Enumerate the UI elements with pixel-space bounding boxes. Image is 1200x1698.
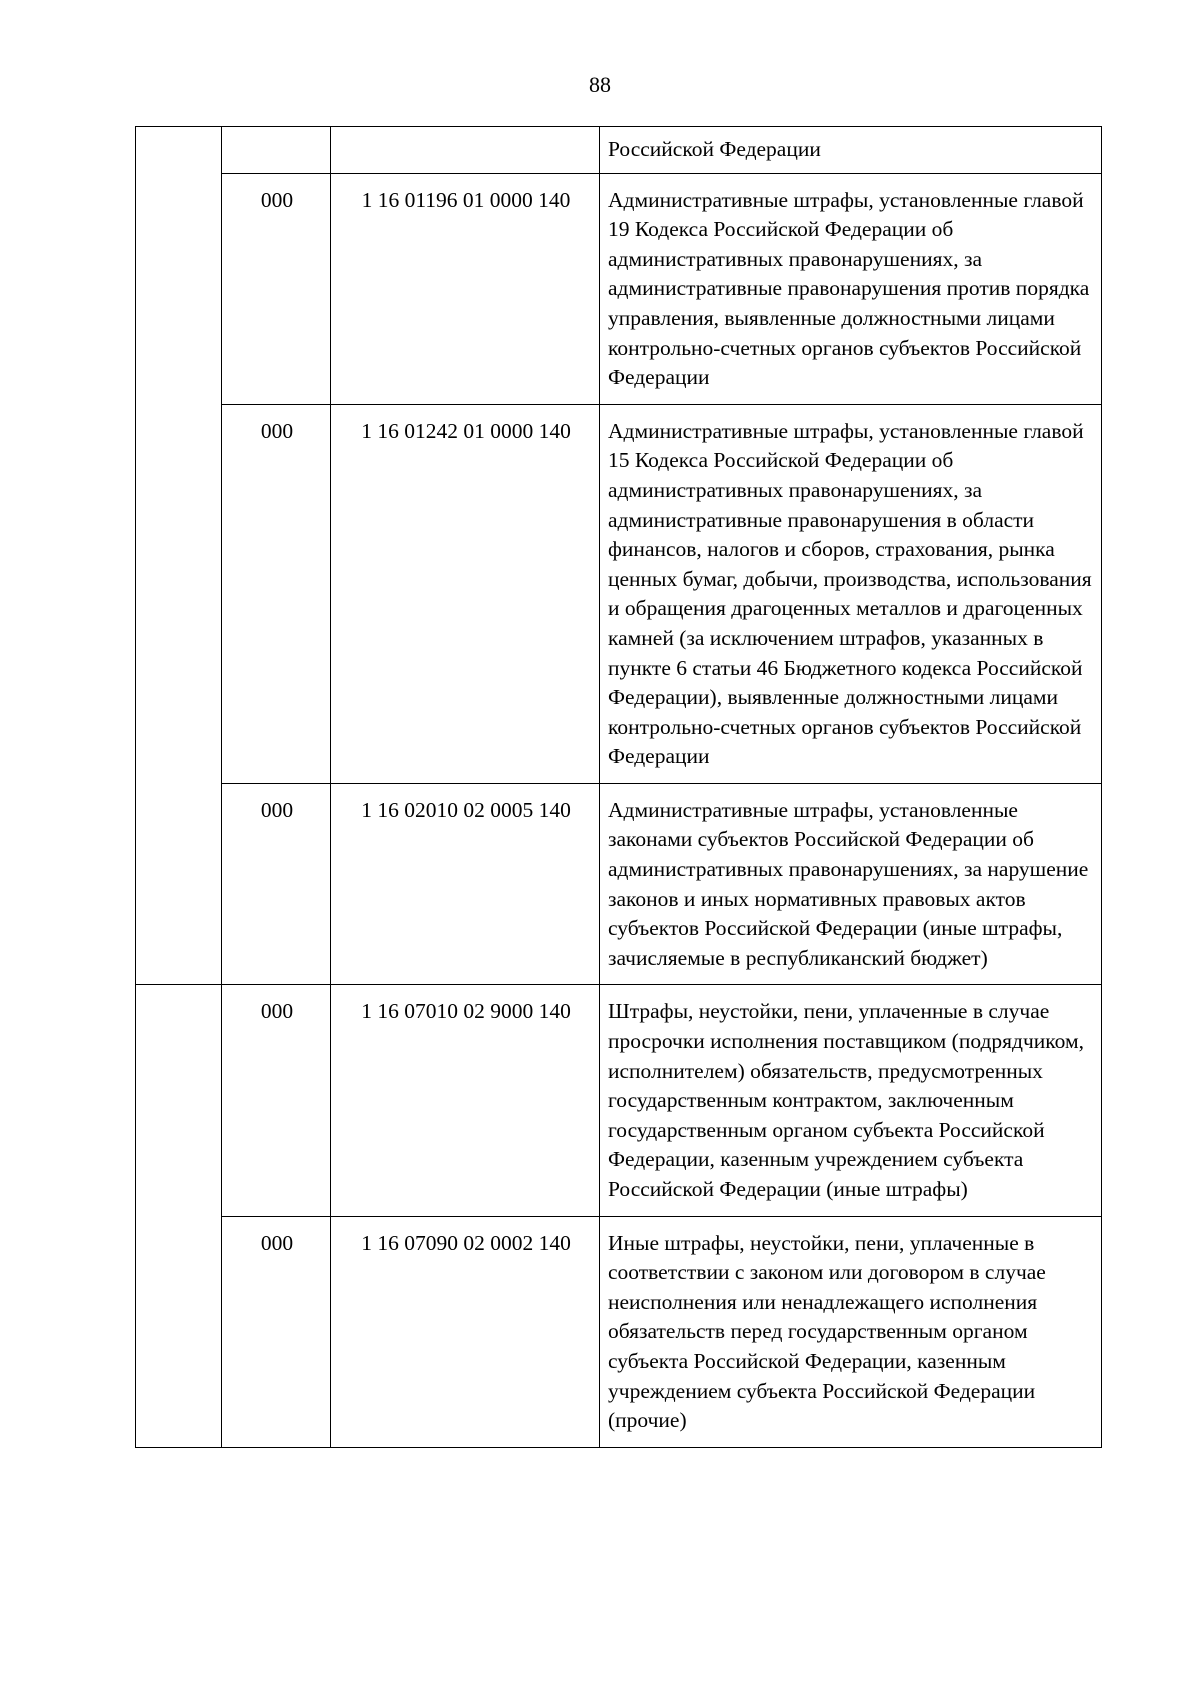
admin-code-cell: 000 — [222, 173, 331, 404]
kbk-code-cell — [331, 127, 600, 174]
admin-code-cell — [222, 127, 331, 174]
kbk-code-cell: 1 16 07090 02 0002 140 — [331, 1216, 600, 1447]
table-row — [136, 173, 1102, 404]
page-number: 88 — [589, 72, 611, 97]
admin-code-cell: 000 — [222, 404, 331, 783]
blank-cell — [136, 1216, 222, 1447]
admin-code-cell: 000 — [222, 985, 331, 1216]
table-row — [136, 127, 1102, 174]
kbk-code-cell: 1 16 01242 01 0000 140 — [331, 404, 600, 783]
blank-cell — [136, 173, 222, 404]
blank-cell — [136, 127, 222, 174]
admin-code-cell: 000 — [222, 783, 331, 985]
budget-classification-table — [135, 126, 1102, 1448]
description-cell: Иные штрафы, неустойки, пени, уплаченные в соответствии с законом или договором в случае неисполнения или ненадлежащего исполнения обязательств перед государственным органом субъекта Российской Федерации, казенным учреждением субъекта Российской Федерации (прочие) — [600, 1216, 1102, 1447]
description-cell: Штрафы, неустойки, пени, уплаченные в случае просрочки исполнения поставщиком (подрядчиком, исполнителем) обязательств, предусмотренных государственным контрактом, заключенным государственным органом субъекта Российской Федерации, казенным учреждением субъекта Российской Федерации (иные штрафы) — [600, 985, 1102, 1216]
table-row — [136, 985, 1102, 1216]
table-row — [136, 1216, 1102, 1447]
table-row — [136, 404, 1102, 783]
description-cell: Административные штрафы, установленные законами субъектов Российской Федерации об административных правонарушениях, за нарушение законов и иных нормативных правовых актов субъектов Российской Федерации (иные штрафы, зачисляемые в республиканский бюджет) — [600, 783, 1102, 985]
blank-cell — [136, 985, 222, 1216]
kbk-code-cell: 1 16 01196 01 0000 140 — [331, 173, 600, 404]
description-cell: Административные штрафы, установленные главой 19 Кодекса Российской Федерации об административных правонарушениях, за административные правонарушения против порядка управления, выявленные должностными лицами контрольно-счетных органов субъектов Российской Федерации — [600, 173, 1102, 404]
description-cell: Административные штрафы, установленные главой 15 Кодекса Российской Федерации об административных правонарушениях, за административные правонарушения в области финансов, налогов и сборов, страхования, рынка ценных бумаг, добычи, производства, использования и обращения драгоценных металлов и драгоценных камней (за исключением штрафов, указанных в пункте 6 статьи 46 Бюджетного кодекса Российской Федерации), выявленные должностными лицами контрольно-счетных органов субъектов Российской Федерации — [600, 404, 1102, 783]
kbk-code-cell: 1 16 02010 02 0005 140 — [331, 783, 600, 985]
blank-cell — [136, 783, 222, 985]
admin-code-cell: 000 — [222, 1216, 331, 1447]
description-cell: Российской Федерации — [600, 127, 1102, 174]
blank-cell — [136, 404, 222, 783]
kbk-code-cell: 1 16 07010 02 9000 140 — [331, 985, 600, 1216]
table-row — [136, 783, 1102, 985]
